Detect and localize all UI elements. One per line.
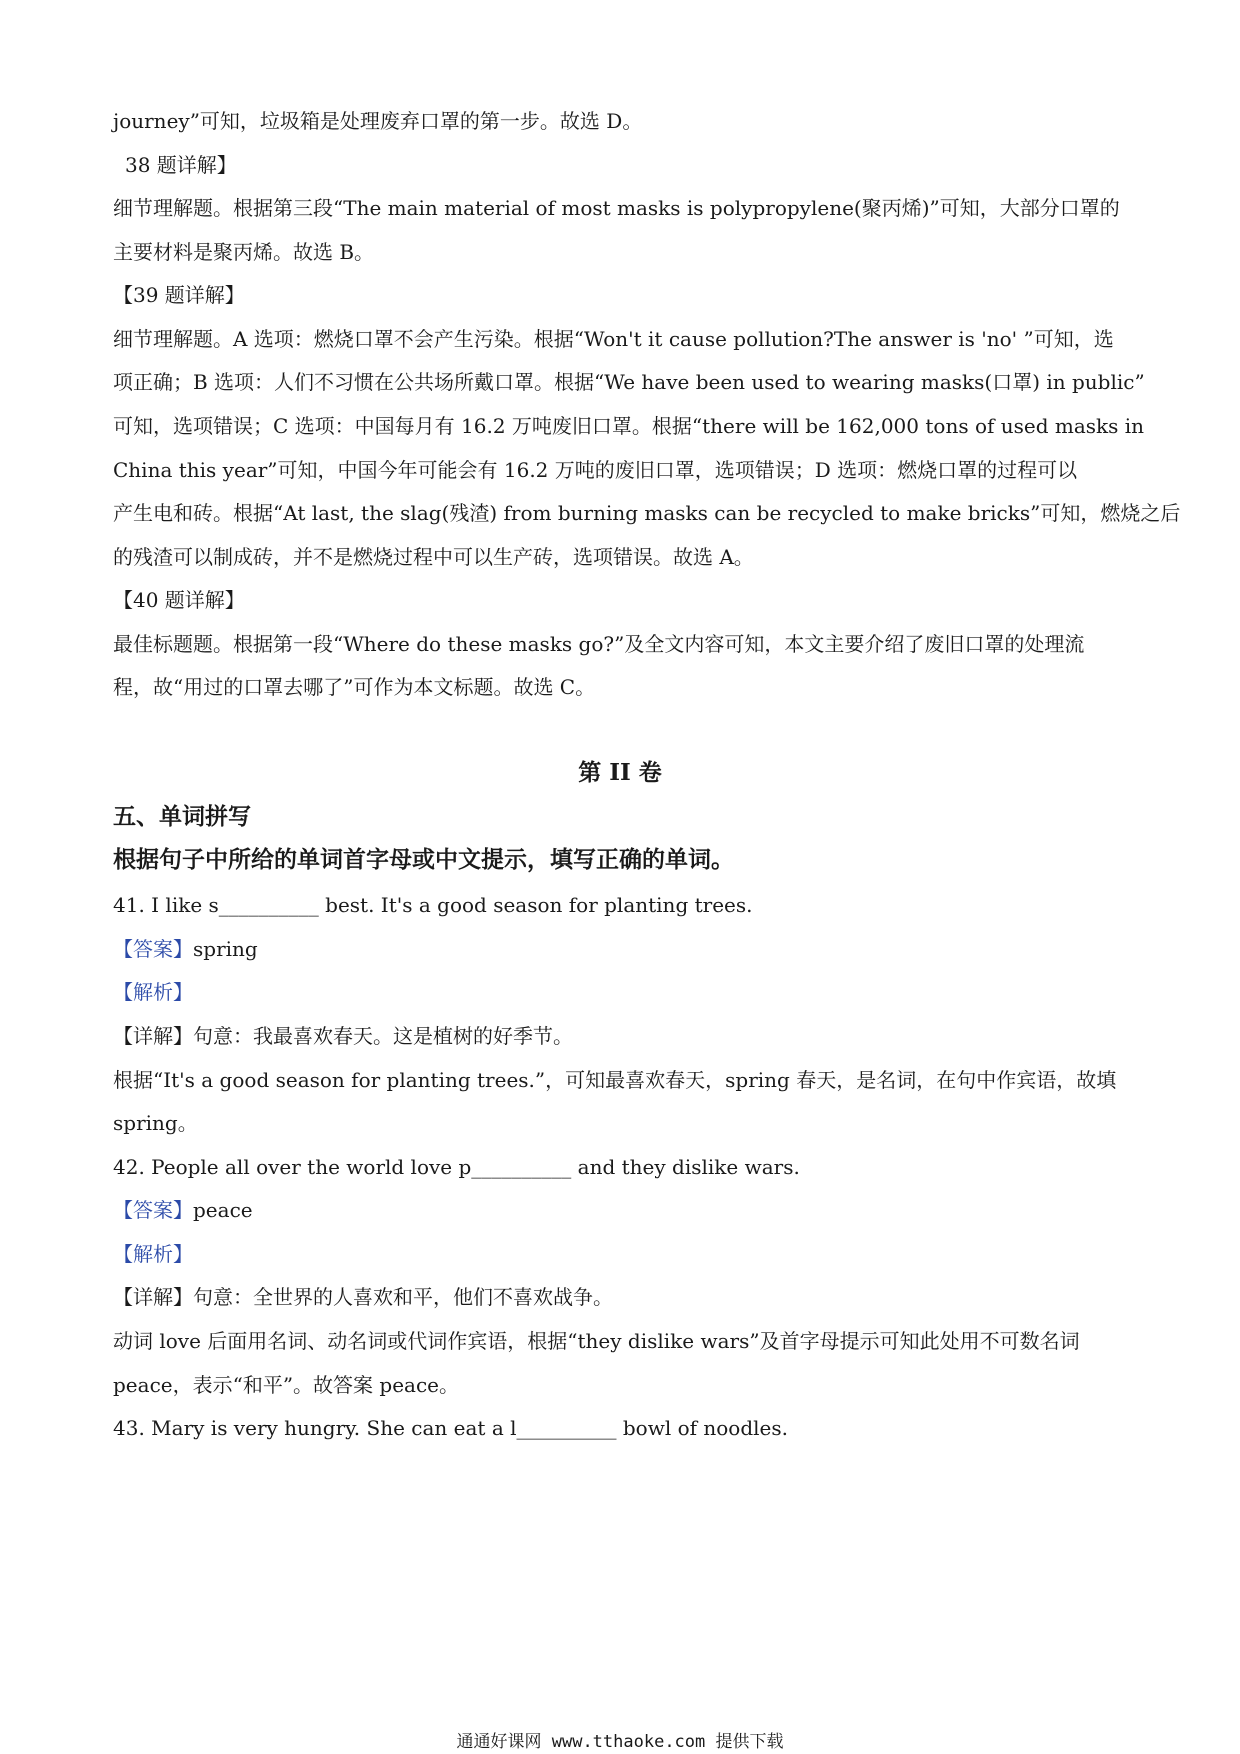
page-footer: 通通好课网 www.tthaoke.com 提供下载 — [456, 1732, 784, 1752]
paragraph-q38-line1: 细节理解题。根据第三段“The main material of most masks is polypropylene(聚丙烯)”可知，大部分口罩的 — [113, 196, 1120, 220]
heading-q40: 【40 题详解】 — [113, 588, 245, 612]
question-42 — [113, 1152, 1133, 1182]
paragraph-q40-line2: 程，故“用过的口罩去哪了”可作为本文标题。故选 C。 — [113, 675, 596, 699]
heading-q38: 38 题详解】 — [125, 153, 237, 177]
explain-41-line1: 根据“It's a good season for planting trees.”，可知最喜欢春天，spring 春天，是名词，在句中作宾语，故填 — [113, 1068, 1117, 1092]
question-43 — [113, 1413, 1133, 1443]
question-number: 43. — [113, 1416, 145, 1440]
explain-42-line2: peace，表示“和平”。故答案 peace。 — [113, 1373, 460, 1397]
question-41 — [113, 890, 1133, 920]
answer-tag: 【答案】 — [113, 937, 193, 961]
answer-value: spring — [193, 937, 258, 961]
explain-41-line2: spring。 — [113, 1111, 198, 1135]
answer-tag: 【答案】 — [113, 1198, 193, 1222]
instruction: 根据句子中所给的单词首字母或中文提示，填写正确的单词。 — [113, 846, 734, 873]
detail-42 — [113, 1282, 1133, 1312]
paragraph-37-end: journey”可知，垃圾箱是处理废弃口罩的第一步。故选 D。 — [113, 109, 643, 133]
explain-42-line1: 动词 love 后面用名词、动名词或代词作宾语，根据“they dislike wars”及首字母提示可知此处用不可数名词 — [113, 1329, 1080, 1353]
detail-text: 句意：我最喜欢春天。这是植树的好季节。 — [193, 1024, 573, 1048]
detail-41 — [113, 1021, 1133, 1051]
question-text: People all over the world love p__________ and they dislike wars. — [151, 1155, 800, 1179]
answer-42 — [113, 1195, 1133, 1225]
question-text: Mary is very hungry. She can eat a l__________ bowl of noodles. — [151, 1416, 788, 1440]
analysis-tag-41: 【解析】 — [113, 980, 193, 1004]
paragraph-q40-line1: 最佳标题题。根据第一段“Where do these masks go?”及全文内容可知，本文主要介绍了废旧口罩的处理流 — [113, 632, 1085, 656]
paragraph-q39-line2: 项正确；B 选项：人们不习惯在公共场所戴口罩。根据“We have been used to wearing masks(口罩) in public” — [113, 370, 1145, 394]
question-number: 42. — [113, 1155, 145, 1179]
heading-q39: 【39 题详解】 — [113, 283, 245, 307]
paragraph-q39-line5: 产生电和砖。根据“At last, the slag(残渣) from burning masks can be recycled to make bricks”可知，燃烧之后 — [113, 501, 1181, 525]
paragraph-q39-line3: 可知，选项错误；C 选项：中国每月有 16.2 万吨废旧口罩。根据“there will be 162,000 tons of used masks in — [113, 414, 1145, 438]
analysis-tag-42: 【解析】 — [113, 1242, 193, 1266]
paragraph-q39-line1: 细节理解题。A 选项：燃烧口罩不会产生污染。根据“Won't it cause pollution?The answer is 'no' ”可知，选 — [113, 327, 1114, 351]
detail-tag: 【详解】 — [113, 1285, 193, 1309]
paragraph-q39-line4: China this year”可知，中国今年可能会有 16.2 万吨的废旧口罩，选项错误；D 选项：燃烧口罩的过程可以 — [113, 458, 1078, 482]
part-title: 五、单词拼写 — [113, 803, 251, 830]
answer-41 — [113, 934, 1133, 964]
detail-tag: 【详解】 — [113, 1024, 193, 1048]
question-number: 41. — [113, 893, 145, 917]
answer-value: peace — [193, 1198, 253, 1222]
detail-text: 句意：全世界的人喜欢和平，他们不喜欢战争。 — [193, 1285, 613, 1309]
paragraph-q38-line2: 主要材料是聚丙烯。故选 B。 — [113, 240, 375, 264]
paragraph-q39-line6: 的残渣可以制成砖，并不是燃烧过程中可以生产砖，选项错误。故选 A。 — [113, 545, 754, 569]
question-text: I like s__________ best. It's a good season for planting trees. — [151, 893, 753, 917]
volume-title: 第 II 卷 — [578, 759, 662, 786]
